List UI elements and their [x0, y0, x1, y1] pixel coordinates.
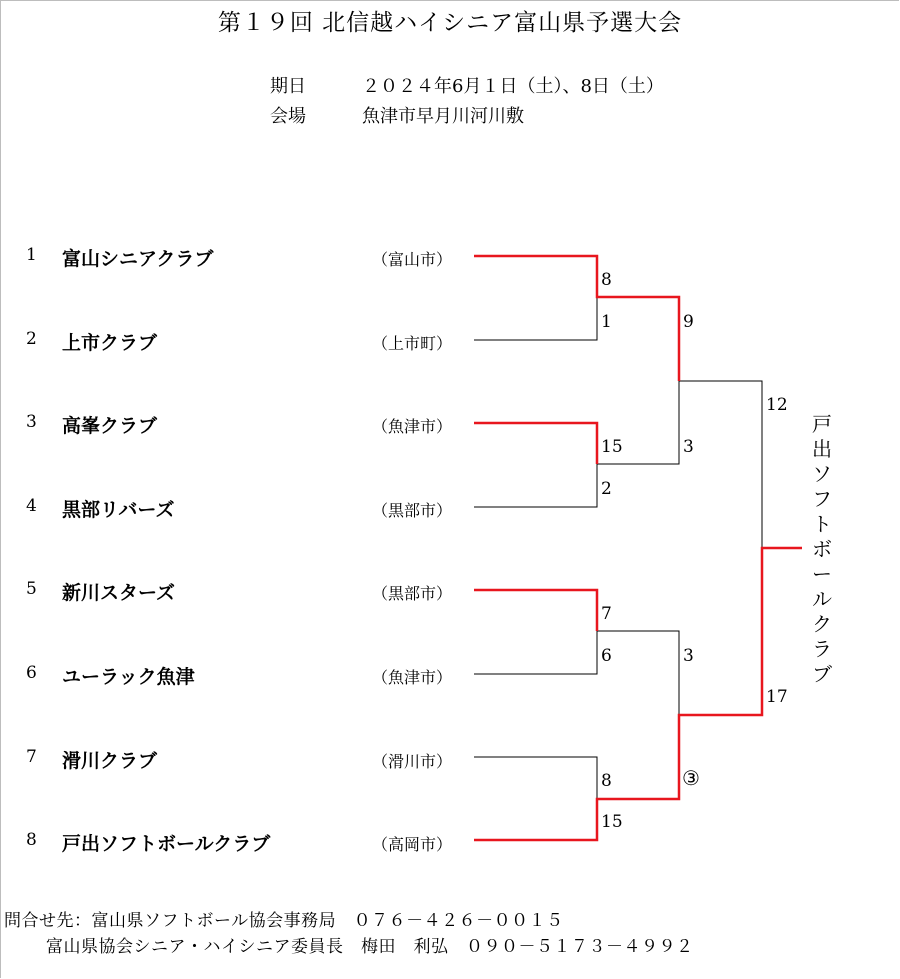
- team-city: （魚津市）: [372, 417, 453, 436]
- score-r1-m2-bottom: 2: [601, 479, 612, 499]
- score-r1-m4-bottom: 15: [601, 812, 623, 832]
- venue-value: 魚津市早月川河川敷: [362, 106, 524, 127]
- score-r1-m3-top: 7: [601, 604, 612, 624]
- team-name: ユーラック魚津: [62, 666, 195, 688]
- team-city: （黒部市）: [372, 584, 453, 603]
- score-semi1-top: 9: [683, 312, 694, 332]
- score-semi2-top: 3: [683, 646, 694, 666]
- team-city: （黒部市）: [372, 501, 453, 520]
- score-r1-m3-bottom: 6: [601, 646, 612, 666]
- team-name: 上市クラブ: [62, 332, 158, 354]
- team-name: 新川スターズ: [62, 582, 176, 604]
- team-number: 7: [26, 747, 37, 767]
- score-r1-m1-top: 8: [601, 270, 612, 290]
- bracket-line-winner: [474, 590, 597, 631]
- team-name: 富山シニアクラブ: [62, 248, 214, 270]
- contact-line-2: 富山県協会シニア・ハイシニア委員長 梅田 利弘 ０９０－５１７３－４９９２: [46, 937, 694, 957]
- team-city: （富山市）: [372, 250, 453, 269]
- score-r1-m1-bottom: 1: [601, 312, 612, 332]
- team-city: （魚津市）: [372, 668, 453, 687]
- bracket-line: [474, 757, 597, 799]
- bracket-line-winner: [474, 548, 802, 840]
- loser-lines: [474, 297, 762, 799]
- team-name: 黒部リバーズ: [62, 499, 175, 521]
- team-name: 戸出ソフトボールクラブ: [62, 833, 271, 855]
- schedule-label: 期日: [270, 76, 306, 97]
- team-city: （高岡市）: [372, 835, 453, 854]
- team-name: 高峯クラブ: [62, 415, 158, 437]
- bracket-line: [474, 297, 597, 340]
- score-semi1-bottom: 3: [683, 437, 694, 457]
- score-final-top: 12: [766, 395, 788, 415]
- score-semi2-bottom: ③: [682, 766, 700, 790]
- team-name: 滑川クラブ: [62, 750, 158, 772]
- page-title: 第１９回 北信越ハイシニア富山県予選大会: [217, 10, 683, 36]
- winner-lines: [474, 256, 802, 840]
- team-number: 5: [26, 579, 37, 599]
- bracket-line: [474, 631, 597, 674]
- score-r1-m4-top: 8: [601, 771, 612, 791]
- score-r1-m2-top: 15: [601, 437, 623, 457]
- team-number: 6: [26, 663, 37, 683]
- team-number: 1: [26, 245, 37, 265]
- team-city: （上市町）: [372, 334, 453, 353]
- bracket-line: [597, 631, 679, 715]
- team-number: 2: [26, 329, 37, 349]
- champion-name: 戸出ソフトボールクラブ: [812, 412, 832, 686]
- bracket-line-winner: [474, 423, 597, 464]
- score-final-bottom: 17: [766, 687, 788, 707]
- bracket-line-winner: [474, 256, 679, 381]
- contact-line-1: 問合せ先：富山県ソフトボール協会事務局 ０７６－４２６－００１５: [4, 911, 564, 931]
- team-number: 3: [26, 412, 37, 432]
- team-number: 8: [26, 830, 37, 850]
- bracket-line: [679, 381, 762, 548]
- schedule-value: ２０２４年6月１日（土）、8日（土）: [362, 76, 664, 97]
- team-number: 4: [26, 496, 37, 516]
- team-city: （滑川市）: [372, 752, 453, 771]
- bracket-line: [474, 464, 597, 507]
- venue-label: 会場: [270, 106, 306, 127]
